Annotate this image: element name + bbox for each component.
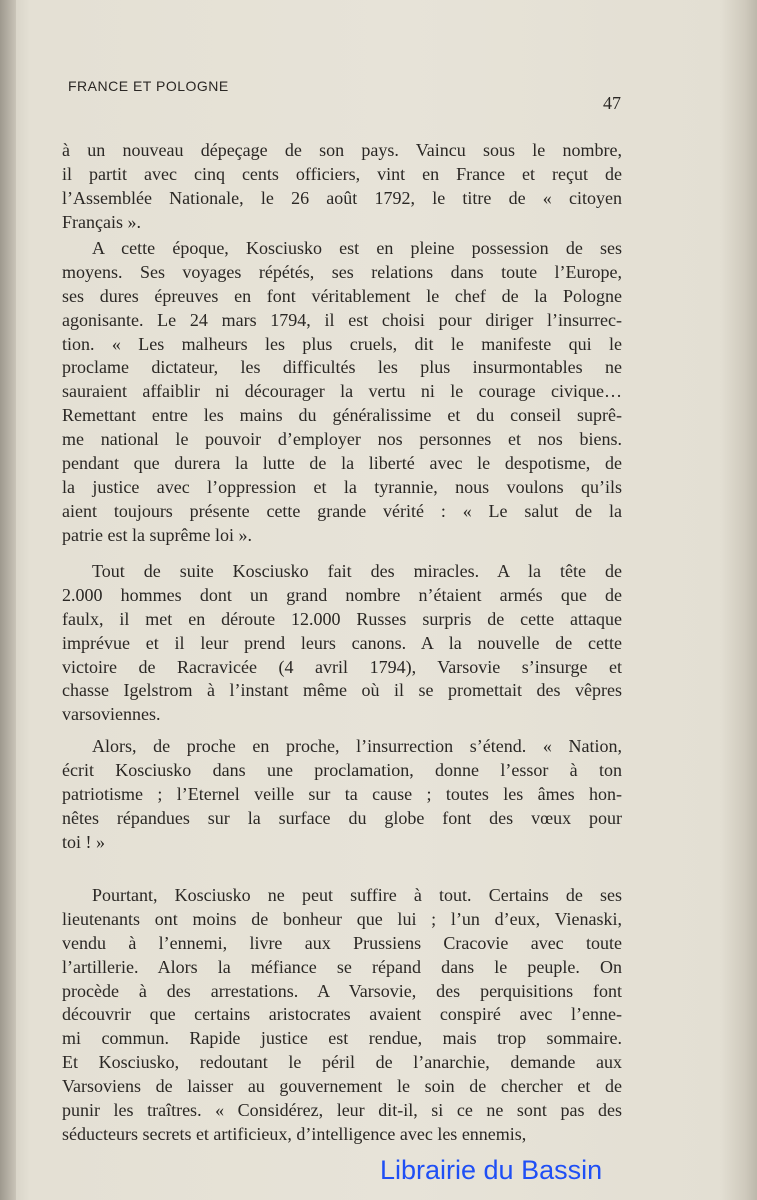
text-line: agonisante. Le 24 mars 1794, il est choisi pour diriger l’insurrec- (62, 309, 622, 330)
text-line: il partit avec cinq cents officiers, vint en France et reçut de (62, 163, 622, 184)
paragraph (62, 237, 622, 548)
text-line: punir les traîtres. « Considérez, leur dit-il, si ce ne sont pas des (62, 1100, 622, 1121)
text-line: l’Assemblée Nationale, le 26 août 1792, le titre de « citoyen (62, 187, 622, 208)
text-line: l’artillerie. Alors la méfiance se répand dans le peuple. On (62, 956, 622, 977)
text-line: moyens. Ses voyages répétés, ses relations dans toute l’Europe, (62, 261, 622, 282)
text-line: me national le pouvoir d’employer nos personnes et nos biens. (62, 429, 622, 450)
text-line: toi ! » (62, 831, 105, 852)
text-line: vendu à l’ennemi, livre aux Prussiens Cracovie avec toute (62, 932, 622, 953)
text-line: aient toujours présente cette grande vérité : « Le salut de la (62, 500, 622, 521)
text-line: Pourtant, Kosciusko ne peut suffire à tout. Certains de ses (92, 885, 622, 905)
text-line: lieutenants ont moins de bonheur que lui ; l’un d’eux, Vienaski, (62, 908, 622, 929)
text-line: Et Kosciusko, redoutant le péril de l’anarchie, demande aux (62, 1052, 622, 1073)
text-line: nêtes répandues sur la surface du globe font des vœux pour (62, 807, 622, 828)
page-number: 47 (603, 93, 621, 113)
text-line: A cette époque, Kosciusko est en pleine possession de ses (92, 238, 622, 258)
text-line: sauraient affaiblir ni décourager la vertu ni le courage civique… (62, 381, 622, 402)
text-line: à un nouveau dépeçage de son pays. Vaincu sous le nombre, (62, 140, 622, 160)
text-line: Alors, de proche en proche, l’insurrection s’étend. « Nation, (92, 736, 622, 756)
paragraph (62, 884, 622, 1147)
running-title: FRANCE ET POLOGNE (68, 78, 229, 94)
paragraph (62, 560, 622, 727)
text-line: découvrir que certains aristocrates avaient conspiré avec l’enne- (62, 1004, 622, 1025)
text-line: pendant que durera la lutte de la liberté avec le despotisme, de (62, 453, 622, 474)
book-gutter (0, 0, 16, 1200)
text-line: faulx, il met en déroute 12.000 Russes surpris de cette attaque (62, 608, 622, 629)
text-line: proclame dictateur, les difficultés les plus insurmontables ne (62, 357, 622, 378)
text-line: varsoviennes. (62, 704, 161, 725)
text-line: Tout de suite Kosciusko fait des miracles. A la tête de (92, 561, 622, 581)
watermark: Librairie du Bassin (380, 1155, 603, 1185)
text-line: chasse Igelstrom à l’instant même où il se promettait des vêpres (62, 680, 622, 701)
text-line: 2.000 hommes dont un grand nombre n’étaient armés que de (62, 584, 622, 605)
text-line: mi commun. Rapide justice est rendue, mais trop sommaire. (62, 1028, 622, 1049)
text-line: Varsoviens de laisser au gouvernement le soin de chercher et de (62, 1076, 622, 1097)
text-line: Français ». (62, 211, 141, 232)
text-line: écrit Kosciusko dans une proclamation, donne l’essor à ton (62, 759, 622, 780)
text-line: ses dures épreuves en font véritablement le chef de la Pologne (62, 285, 622, 306)
paragraph (62, 139, 622, 235)
text-line: victoire de Racravicée (4 avril 1794), Varsovie s’insurge et (62, 656, 622, 677)
text-line: la justice avec l’oppression et la tyrannie, nous voulons qu’ils (62, 476, 622, 497)
text-line: séducteurs secrets et artificieux, d’intelligence avec les ennemis, (62, 1123, 527, 1144)
text-line: patrie est la suprême loi ». (62, 524, 252, 545)
text-line: procède à des arrestations. A Varsovie, des perquisitions font (62, 980, 622, 1001)
text-line: imprévue et il leur prend leurs canons. A la nouvelle de cette (62, 632, 622, 653)
text-line: patriotisme ; l’Eternel veille sur ta cause ; toutes les âmes hon- (62, 783, 622, 804)
text-line: Remettant entre les mains du généralissime et du conseil suprê- (62, 405, 622, 426)
paragraph (62, 735, 622, 854)
text-line: tion. « Les malheurs les plus cruels, dit le manifeste qui le (62, 333, 622, 354)
